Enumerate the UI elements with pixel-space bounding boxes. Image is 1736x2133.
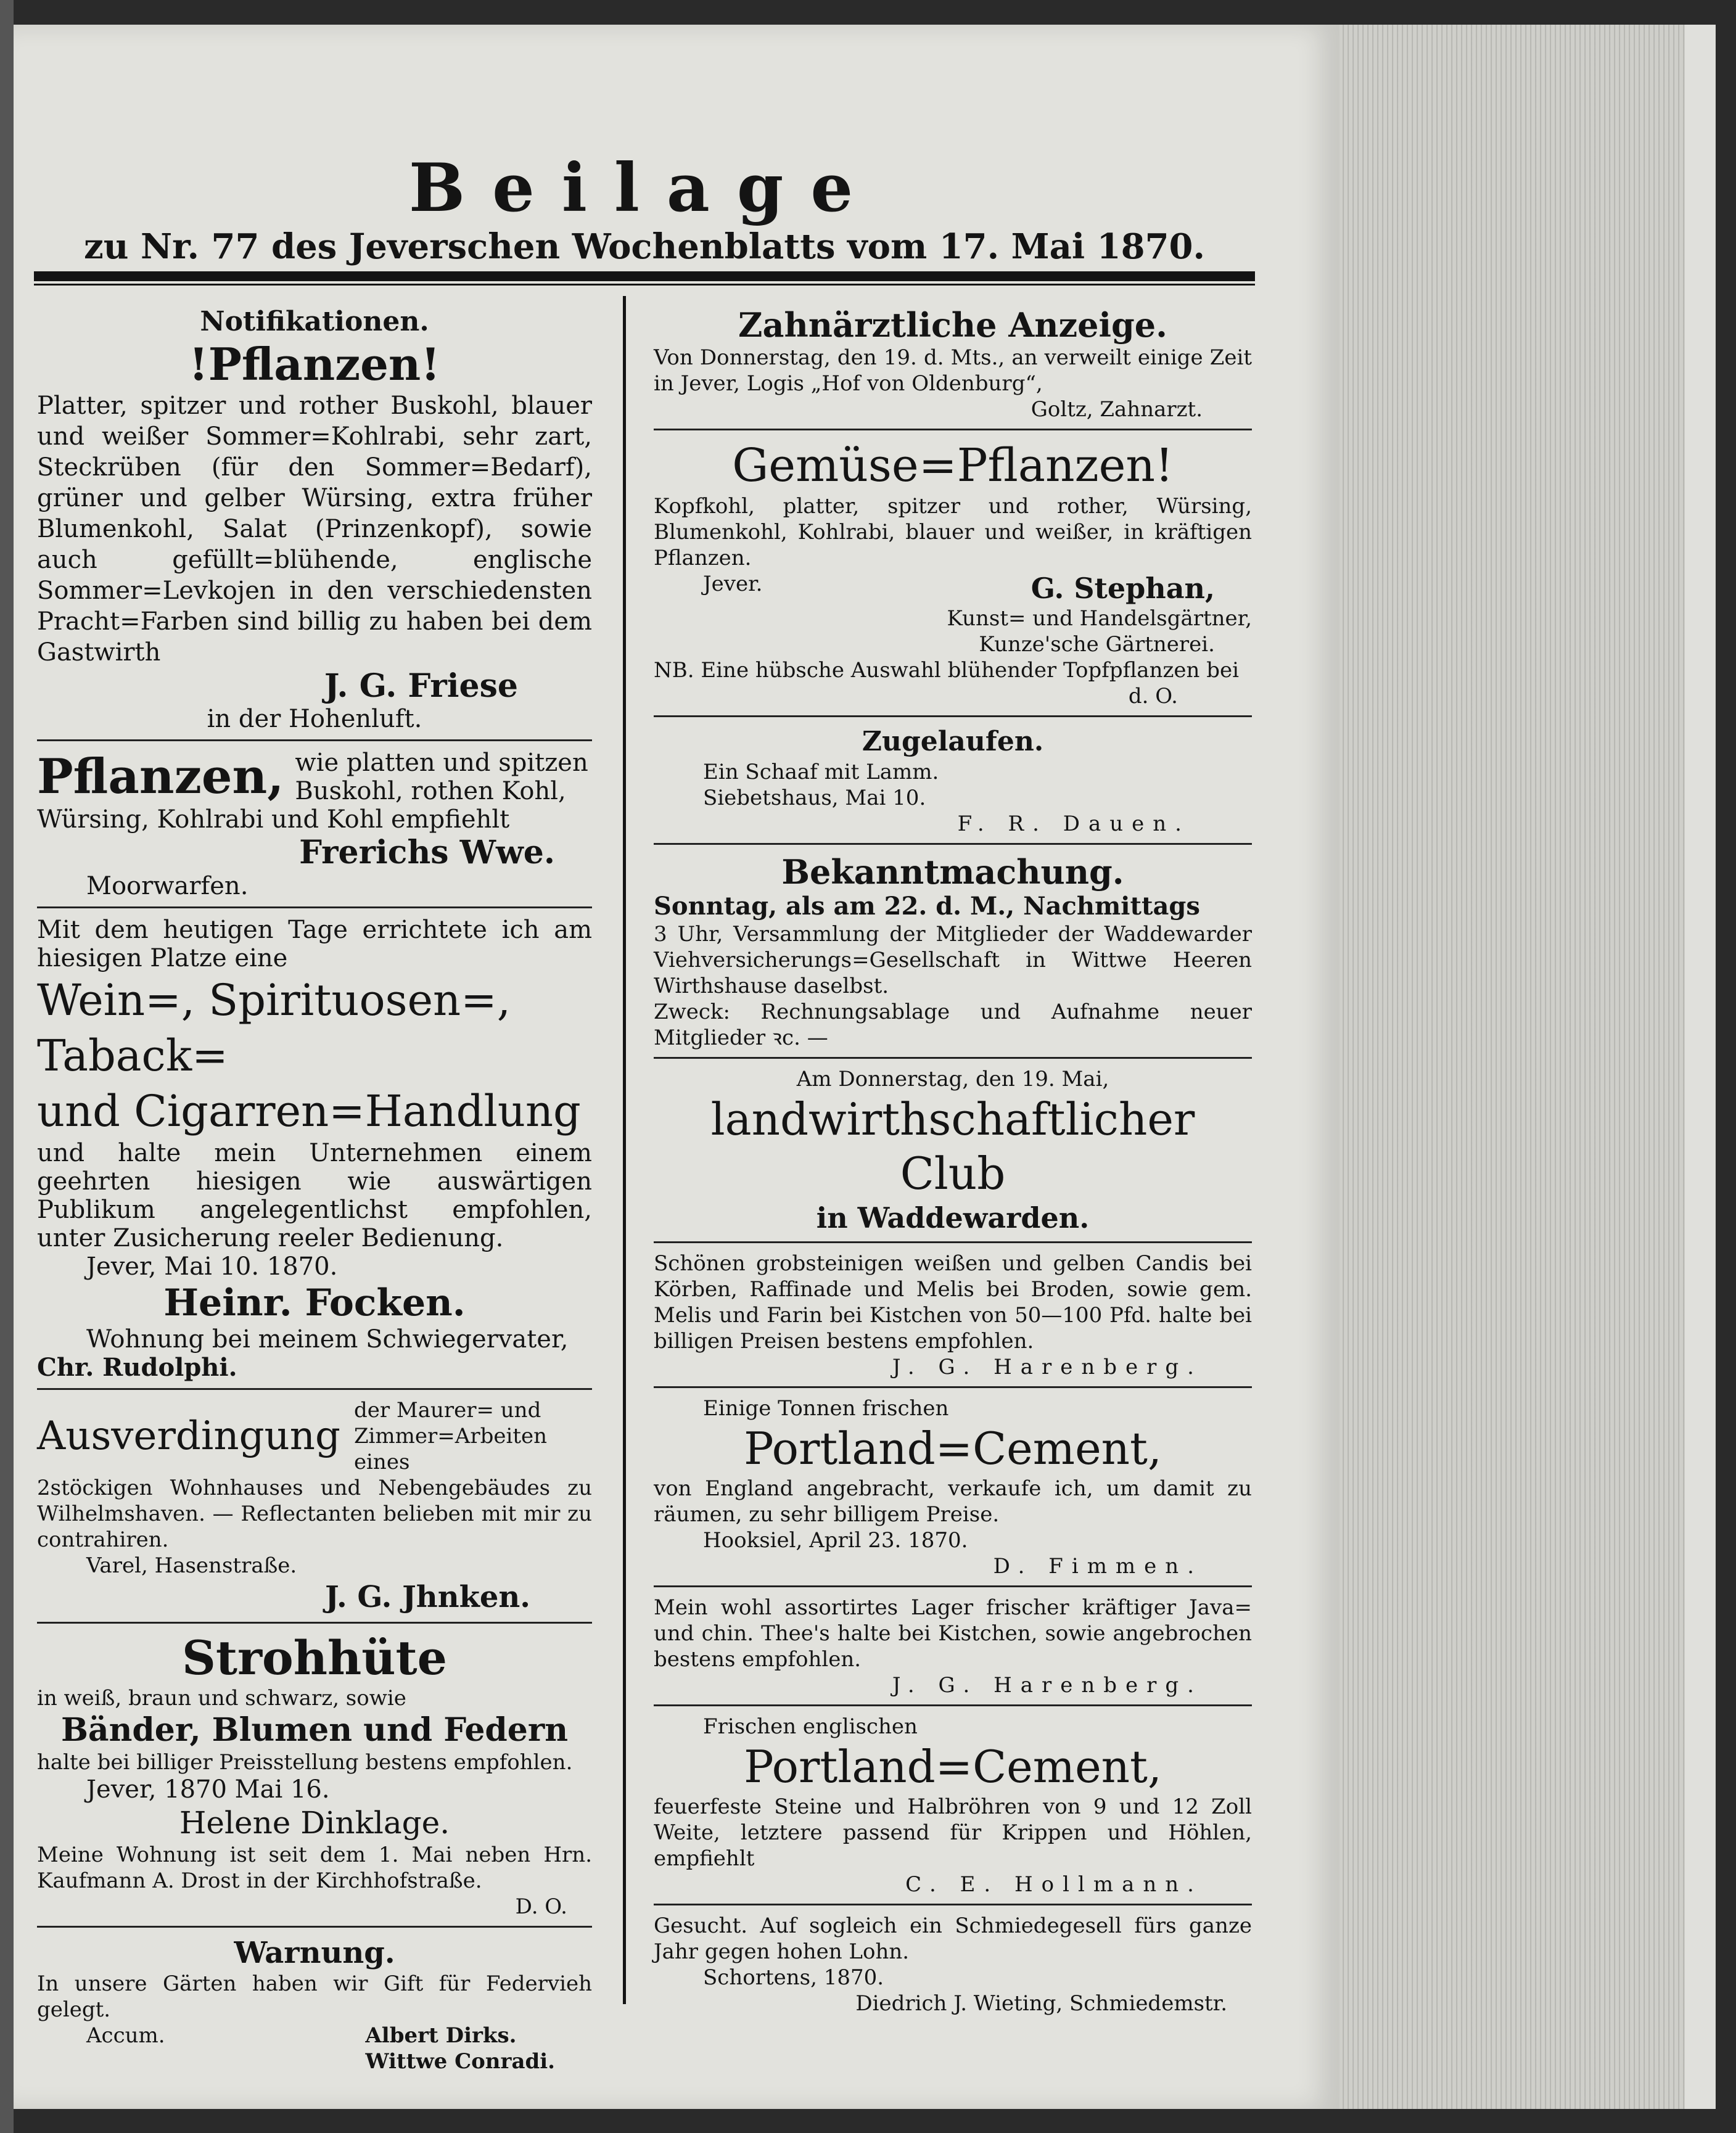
masthead-title: Beilage — [408, 149, 881, 227]
divider — [37, 739, 592, 741]
ad-wieting-text: Gesucht. Auf sogleich ein Schmiedegesell fürs ganze Jahr gegen hohen Lohn. — [654, 1913, 1252, 1964]
ad-frerichs-text-a: wie platten und spitzen — [295, 749, 588, 777]
ad-dinklage-text2: halte bei billiger Preisstellung bestens empfohlen. — [37, 1750, 573, 1775]
ad-frerichs-text-c: Würsing, Kohlrabi und Kohl empfiehlt — [37, 805, 510, 834]
ad-stephan-text: Kopfkohl, platter, spitzer und rother, Würsing, Blumenkohl, Kohlrabi, blauer und weißer, in kräftigen Pflanzen. — [654, 494, 1252, 570]
divider — [654, 1241, 1252, 1243]
ad-goltz-head: Zahnärztliche Anzeige. — [738, 305, 1167, 345]
ad-warnung-place: Accum. — [86, 2023, 165, 2048]
divider — [654, 1386, 1252, 1388]
ad-harenberg1-text: Schönen grobsteinigen weißen und gelben Candis bei Körben, Raffinade und Melis bei Broden, sowie gem. Melis und Farin bei Kistchen von 50—100 Pfd. halte bei billigen Preisen bestens empfohlen. — [654, 1251, 1252, 1354]
ad-frerichs — [37, 749, 592, 805]
ad-focken-sign: Heinr. Focken. — [163, 1281, 466, 1325]
ad-stephan-big: Gemüse=Pflanzen! — [732, 439, 1174, 492]
ad-goltz-text: Von Donnerstag, den 19. d. Mts., an verweilt einige Zeit in Jever, Logis „Hof von Oldenburg“, — [654, 345, 1252, 396]
divider — [654, 1704, 1252, 1706]
divider — [37, 1622, 592, 1624]
ad-dauen-head: Zugelaufen. — [862, 726, 1044, 757]
ad-fimmen-text: von England angebracht, verkaufe ich, um damit zu räumen, zu sehr billigem Preise. — [654, 1476, 1252, 1527]
ad-stephan-sign3: Kunze'sche Gärtnerei. — [979, 632, 1215, 657]
ad-harenberg2-sign: J. G. Harenberg. — [892, 1673, 1203, 1698]
left-column — [37, 305, 592, 2074]
masthead-rule-thin — [34, 284, 1255, 286]
divider — [654, 429, 1252, 430]
book-spine-left — [0, 0, 14, 2133]
ad-stephan-sign2: Kunst= und Handelsgärtner, — [947, 606, 1252, 631]
ad-hollmann-intro: Frischen englischen — [703, 1714, 918, 1739]
divider — [654, 843, 1252, 845]
ad-focken-date: Jever, Mai 10. 1870. — [86, 1252, 338, 1281]
ad-harenberg1-sign: J. G. Harenberg. — [892, 1355, 1203, 1379]
ad-fimmen-intro: Einige Tonnen frischen — [703, 1396, 949, 1421]
divider — [654, 1057, 1252, 1059]
column-divider — [623, 296, 626, 2004]
ad-focken-text: und halte mein Unternehmen einem geehrten hiesigen wie auswärtigen Publikum angelegentlichst empfohlen, unter Zusicherung reeler Bedienung. — [37, 1139, 592, 1252]
ad-focken-intro: Mit dem heutigen Tage errichtete ich am hiesigen Platze eine — [37, 916, 592, 972]
ad-goltz-sign: Goltz, Zahnarzt. — [1030, 397, 1203, 422]
ad-stephan-nb-sign: d. O. — [1128, 684, 1178, 709]
ad-warnung-sign1: Albert Dirks. — [365, 2023, 517, 2048]
ad-warnung-text: In unsere Gärten haben wir Gift für Federvieh gelegt. — [37, 1971, 592, 2022]
ad-frerichs-big: Pflanzen, — [37, 749, 284, 805]
ad-jhnken — [37, 1397, 592, 1475]
divider — [37, 1926, 592, 1928]
masthead-rule — [34, 271, 1255, 281]
ad-focken-big2: und Cigarren=Handlung — [37, 1086, 581, 1136]
ad-club-intro: Am Donnerstag, den 19. Mai, — [796, 1067, 1109, 1091]
ad-dauen-text: Ein Schaaf mit Lamm. — [703, 760, 939, 784]
masthead — [37, 148, 1252, 269]
ad-frerichs-place: Moorwarfen. — [86, 872, 249, 900]
ad-jhnken-place: Varel, Hasenstraße. — [86, 1553, 297, 1578]
ad-jhnken-sign: J. G. Jhnken. — [324, 1580, 530, 1614]
ad-focken-addr2: Chr. Rudolphi. — [37, 1353, 237, 1382]
ad-warnung-signatures — [37, 2023, 592, 2074]
right-column — [654, 305, 1252, 2016]
book-cover-edge — [1685, 25, 1716, 2109]
ad-hollmann-text: feuerfeste Steine und Halbröhren von 9 und 12 Zoll Weite, letztere passend für Krippen und Höhlen, empfiehlt — [654, 1794, 1252, 1871]
ad-wieting-date: Schortens, 1870. — [703, 1965, 884, 1990]
ad-bekannt-head: Bekanntmachung. — [781, 852, 1124, 892]
ad-bekannt-text: 3 Uhr, Versammlung der Mitglieder der Waddewarder Viehversicherungs=Gesellschaft in Wittwe Heeren Wirthshause daselbst. — [654, 922, 1252, 998]
ad-dauen-date: Siebetshaus, Mai 10. — [703, 786, 926, 810]
divider — [654, 1585, 1252, 1587]
ad-fimmen-date: Hooksiel, April 23. 1870. — [703, 1528, 968, 1553]
divider — [37, 906, 592, 908]
ad-pflanzen-place: in der Hohenluft. — [207, 705, 422, 733]
ad-fimmen-sign: D. Fimmen. — [993, 1554, 1203, 1579]
ad-focken-addr1: Wohnung bei meinem Schwiegervater, — [86, 1325, 569, 1354]
ad-stephan-signature — [654, 571, 1252, 606]
ad-club-sub: in Waddewarden. — [816, 1201, 1090, 1235]
ad-pflanzen-text: Platter, spitzer und rother Buskohl, blauer und weißer Sommer=Kohlrabi, sehr zart, Steckrüben (für den Sommer=Bedarf), grüner und gelber Würsing, extra früher Blumenkohl, Salat (Prinzenkopf), sowie auch gefüllt=blühende, englische Sommer=Levkojen in den verschiedensten Pracht=Farben sind billig zu haben bei dem Gastwirth — [37, 392, 592, 667]
ad-warnung-head: Warnung. — [234, 1936, 395, 1970]
ad-pflanzen-title: !Pflanzen! — [189, 338, 440, 390]
ad-wohnung-sign: D. O. — [515, 1894, 567, 1919]
ad-wohnung-text: Meine Wohnung ist seit dem 1. Mai neben Hrn. Kaufmann A. Drost in der Kirchhofstraße. — [37, 1843, 592, 1893]
ad-fimmen-big: Portland=Cement, — [744, 1423, 1162, 1474]
divider — [37, 1388, 592, 1390]
divider — [654, 1904, 1252, 1905]
ad-stephan-sign: G. Stephan, — [1030, 572, 1215, 605]
ad-frerichs-sign: Frerichs Wwe. — [299, 834, 555, 871]
page-edges — [1339, 25, 1685, 2109]
ad-harenberg2-text: Mein wohl assortirtes Lager frischer kräftiger Java= und chin. Thee's halte bei Kistchen, sowie angebrochen bestens empfohlen. — [654, 1595, 1252, 1672]
ad-bekannt-bold: Sonntag, als am 22. d. M., Nachmittags — [654, 892, 1200, 921]
ad-dauen-sign: F. R. Dauen. — [957, 812, 1190, 836]
ad-focken-big1: Wein=, Spirituosen=, Taback= — [37, 975, 511, 1081]
ad-stephan-nb: NB. Eine hübsche Auswahl blühender Topfpflanzen bei — [654, 658, 1239, 683]
ad-dinklage-text1: in weiß, braun und schwarz, sowie — [37, 1686, 406, 1711]
ad-jhnken-text-b: 2stöckigen Wohnhauses und Nebengebäudes zu Wilhelmshaven. — Reflectanten belieben mit mir zu contrahiren. — [37, 1476, 592, 1552]
ad-wieting-sign: Diedrich J. Wieting, Schmiedemstr. — [855, 1991, 1227, 2016]
ad-club-big: landwirthschaftlicher Club — [710, 1093, 1195, 1199]
ad-dinklage-date: Jever, 1870 Mai 16. — [86, 1775, 330, 1804]
ad-jhnken-big: Ausverdingung — [37, 1413, 340, 1459]
ad-hollmann-sign: C. E. Hollmann. — [905, 1872, 1203, 1897]
ad-dinklage-sign: Helene Dinklage. — [179, 1805, 450, 1841]
notifications-heading: Notifikationen. — [200, 306, 429, 337]
ad-dinklage-big2: Bänder, Blumen und Federn — [60, 1711, 569, 1749]
ad-dinklage-big: Strohhüte — [182, 1630, 447, 1685]
divider — [654, 715, 1252, 717]
masthead-subtitle: zu Nr. 77 des Jeverschen Wochenblatts vom 17. Mai 1870. — [83, 226, 1206, 267]
ad-pflanzen-sign: J. G. Friese — [324, 667, 518, 705]
ad-stephan-place: Jever. — [703, 572, 763, 596]
ad-hollmann-big: Portland=Cement, — [744, 1741, 1162, 1793]
ad-frerichs-text-b: Buskohl, rothen Kohl, — [295, 777, 566, 805]
ad-jhnken-text-a: der Maurer= und Zimmer=Arbeiten eines — [353, 1398, 548, 1474]
ad-bekannt-zweck: Zweck: Rechnungsablage und Aufnahme neuer Mitglieder ꝛc. — — [654, 1000, 1252, 1050]
ad-warnung-sign2: Wittwe Conradi. — [365, 2049, 555, 2074]
